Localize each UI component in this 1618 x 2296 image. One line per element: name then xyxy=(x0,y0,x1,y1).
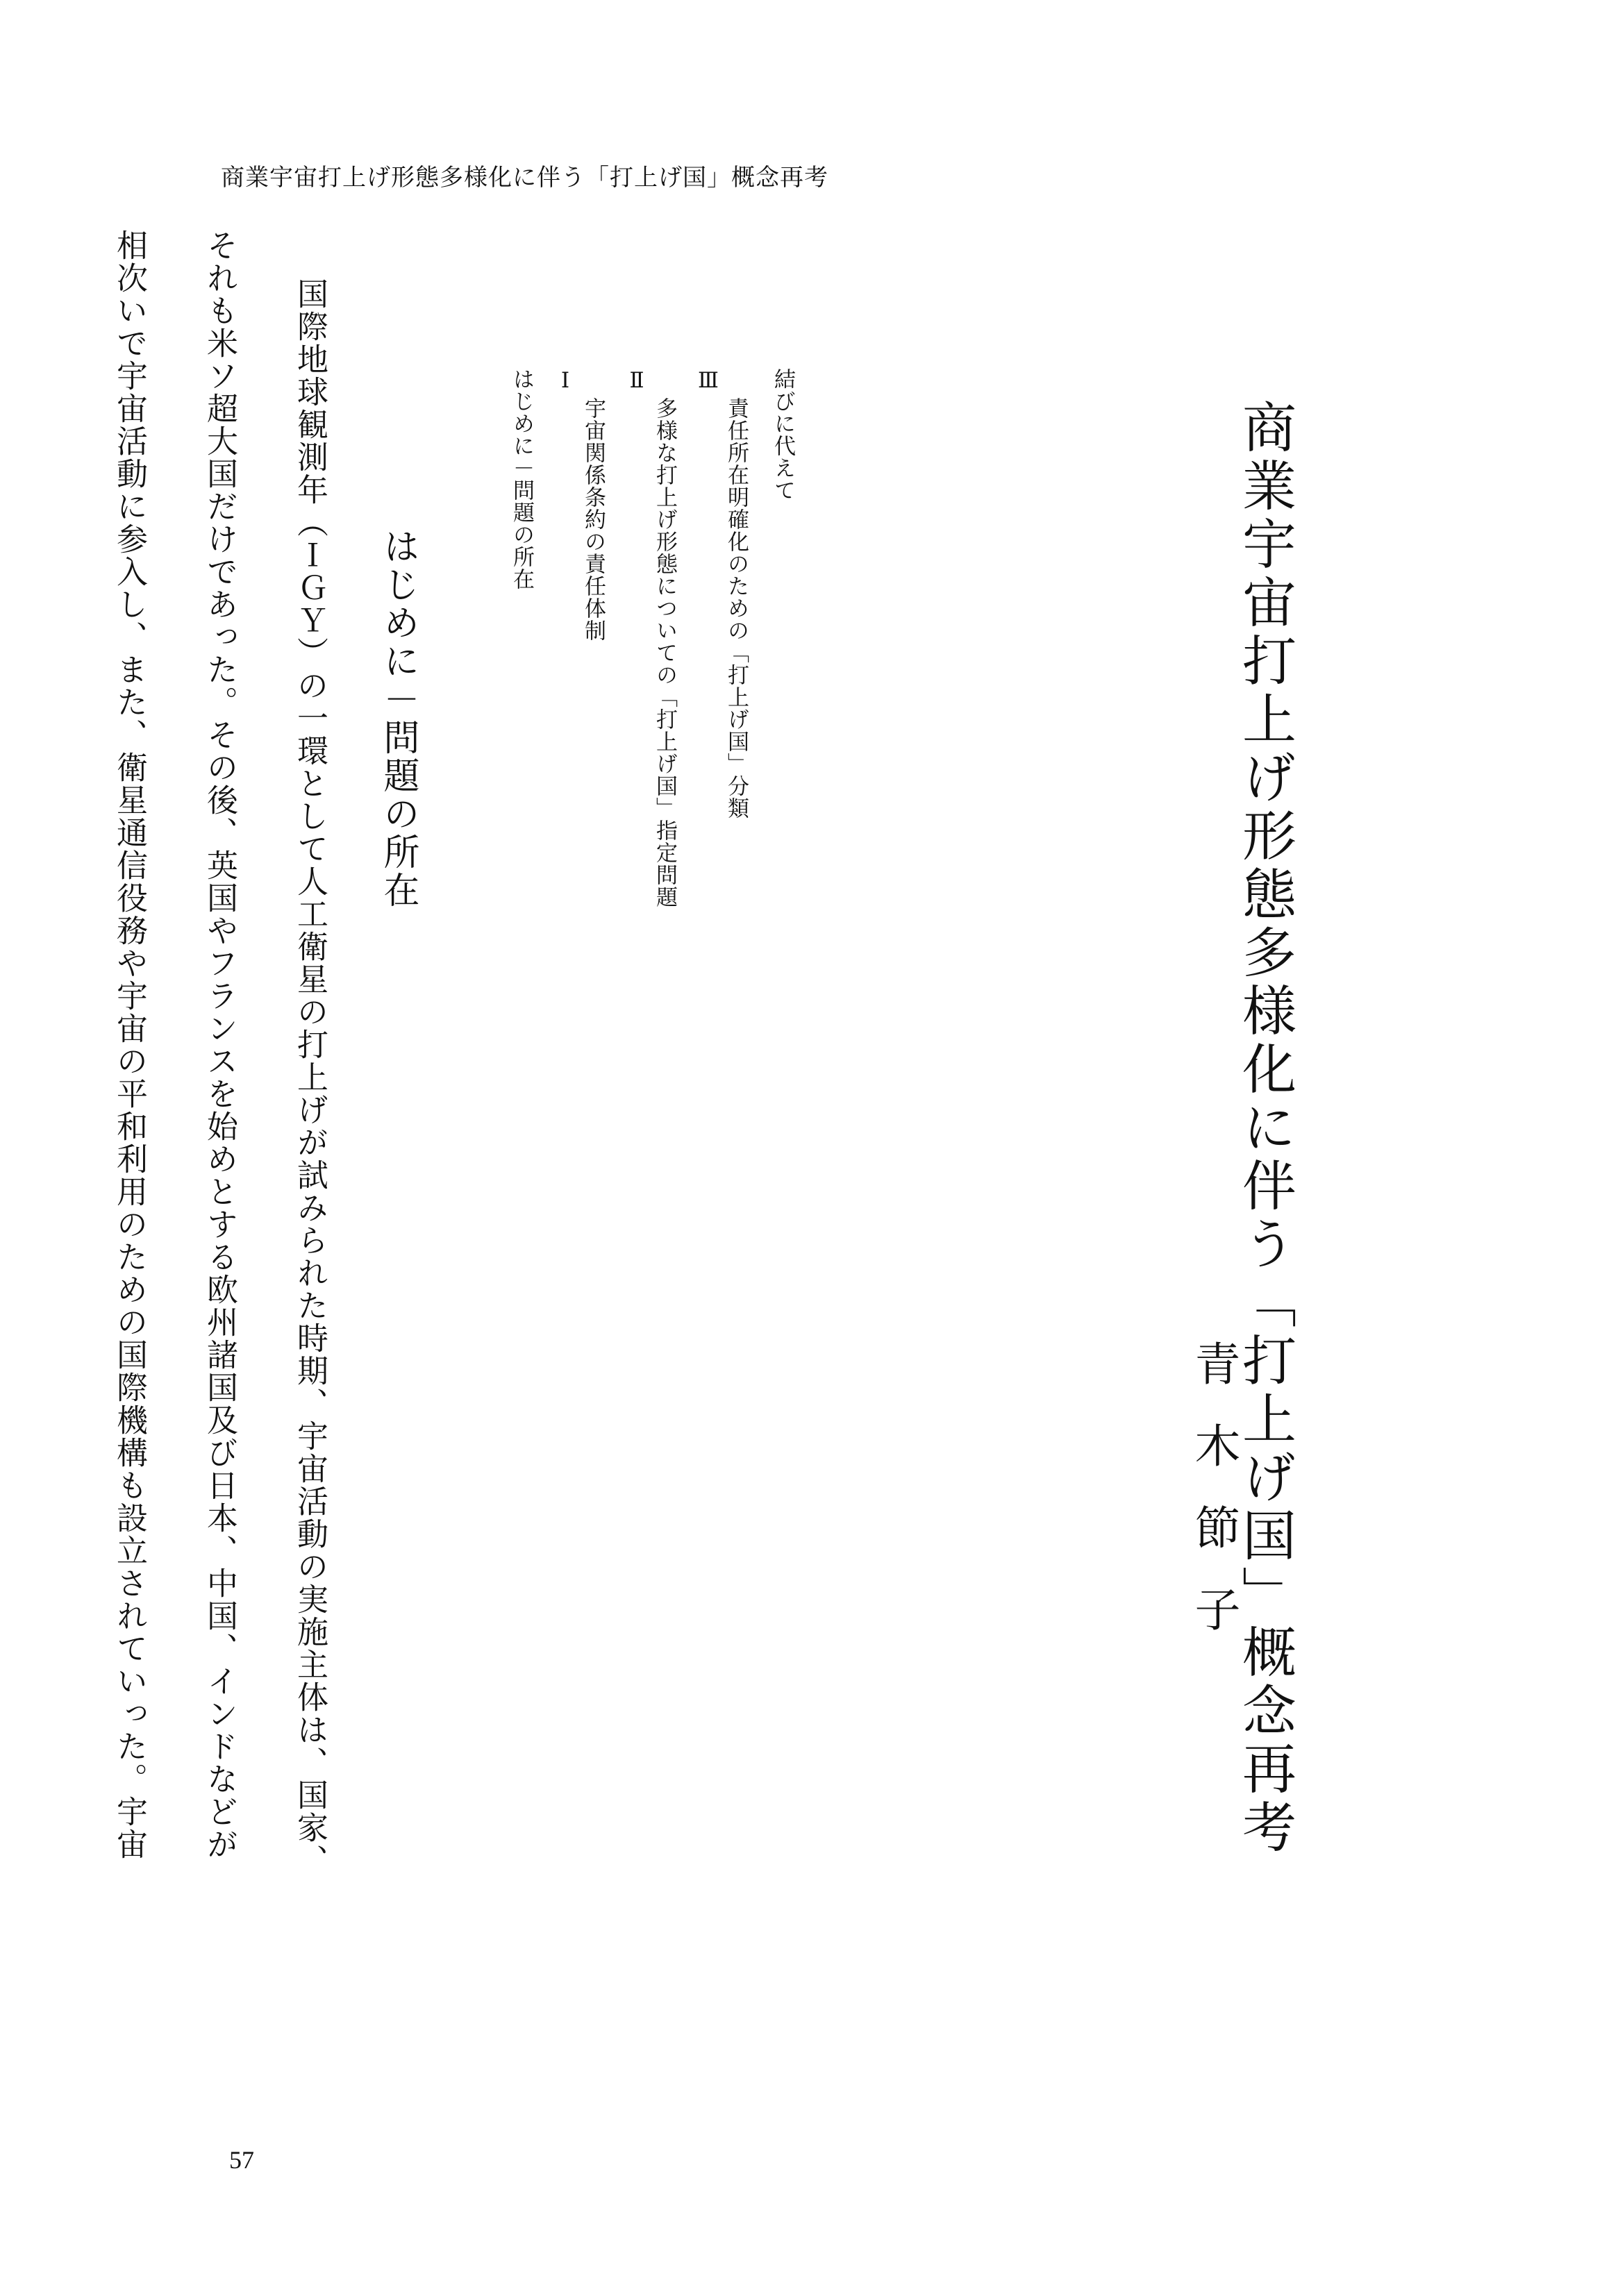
toc-entry xyxy=(624,368,681,993)
toc-entry xyxy=(506,368,537,993)
toc-entry xyxy=(767,368,799,993)
title-line-1: 商業宇宙打上げ形態多様化に伴う xyxy=(1235,399,1295,1274)
page-title xyxy=(1219,399,1330,1857)
page-number: 57 xyxy=(229,2146,254,2174)
toc-entry xyxy=(553,368,609,993)
toc-entry xyxy=(696,368,752,993)
toc-entry-number: Ⅱ xyxy=(625,368,649,394)
table-of-contents xyxy=(491,368,799,993)
section-heading: はじめに－問題の所在 xyxy=(378,528,417,910)
toc-entry-label: はじめに－問題の所在 xyxy=(510,368,534,590)
body-text-line: 国際地球観測年（ＩＧＹ）の一環として人工衛星の打上げが試みられた時期、宇宙活動の実施主体は、国家、 xyxy=(292,278,327,1877)
toc-entry-label: 多様な打上げ形態についての「打上げ国」指定問題 xyxy=(653,397,677,908)
toc-entry-number: Ⅰ xyxy=(553,368,578,394)
toc-entry-number: Ⅲ xyxy=(697,368,721,394)
author xyxy=(1174,1340,1250,1909)
author-name: 青木節子 xyxy=(1187,1340,1238,1668)
toc-entry-label: 結びに代えて xyxy=(771,368,795,501)
body-text-line: 相次いで宇宙活動に参入し、また、衛星通信役務や宇宙の平和利用のための国際機構も設立されていった。宇宙 xyxy=(112,229,147,1861)
body-text-line: それも米ソ超大国だけであった。その後、英国やフランスを始めとする欧州諸国及び日本、中国、インドなどが xyxy=(202,229,237,1861)
running-head: 商業宇宙打上げ形態多様化に伴う「打上げ国」概念再考 xyxy=(221,165,828,191)
toc-entry-label: 宇宙関係条約の責任体制 xyxy=(581,397,606,642)
title-line-2: 「打上げ国」概念再考 xyxy=(1235,1274,1295,1857)
toc-entry-label: 責任所在明確化のための「打上げ国」分類 xyxy=(724,397,749,819)
